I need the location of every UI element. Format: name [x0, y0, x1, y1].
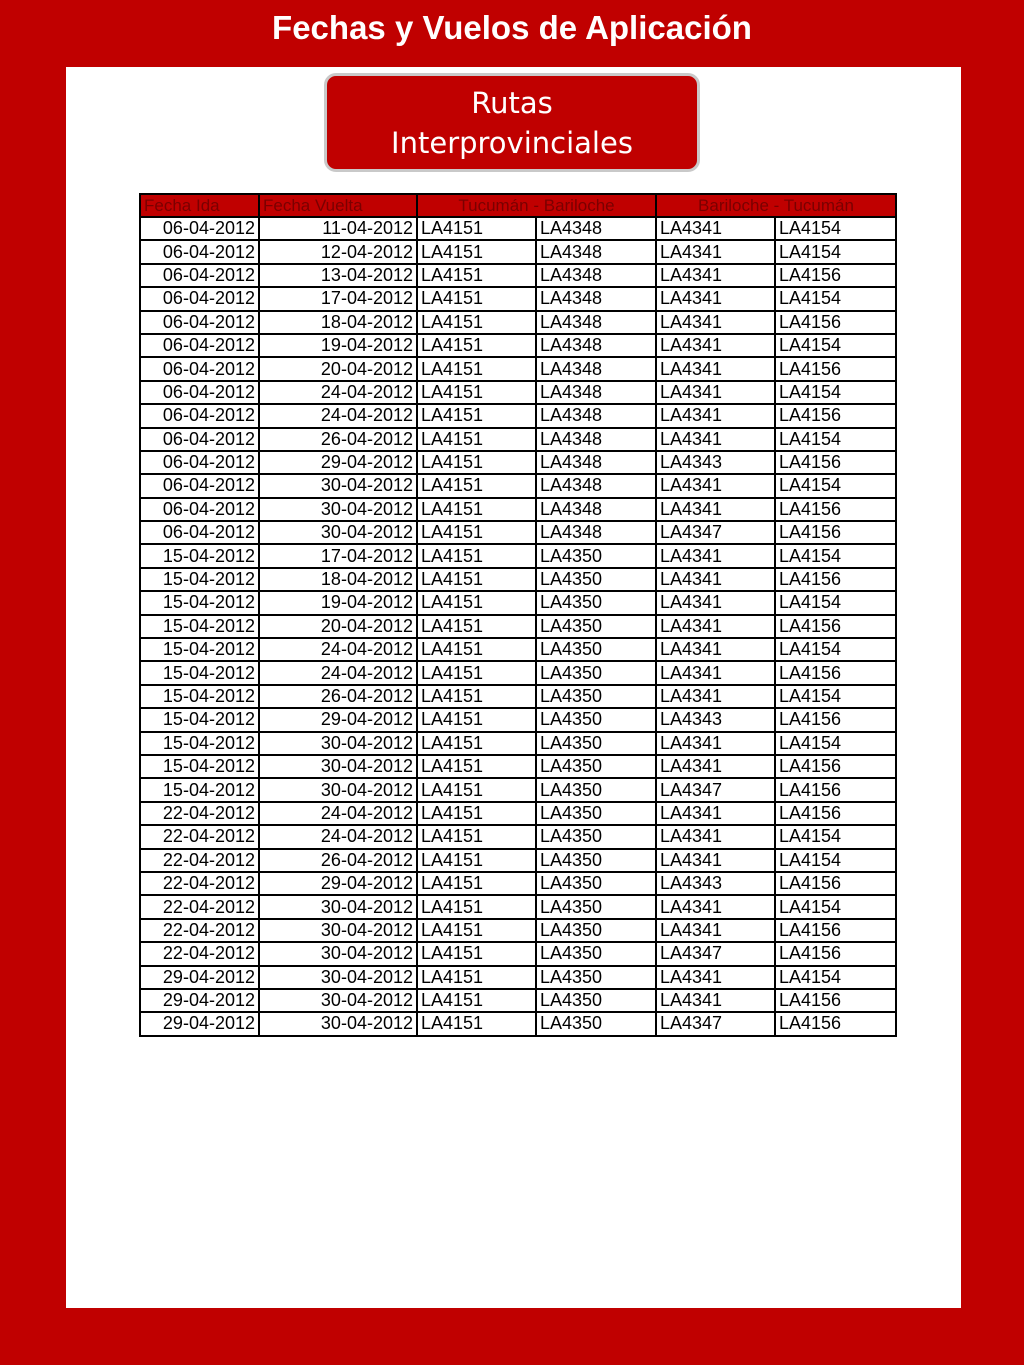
return-flight-1-cell: LA4341 — [656, 568, 775, 591]
outbound-flight-1-cell: LA4151 — [417, 732, 536, 755]
table-row — [140, 240, 896, 263]
fecha-ida-cell: 06-04-2012 — [140, 311, 259, 334]
outbound-flight-1-cell: LA4151 — [417, 755, 536, 778]
return-flight-1-cell: LA4341 — [656, 989, 775, 1012]
return-flight-2-cell: LA4156 — [775, 661, 896, 684]
outbound-flight-2-cell: LA4350 — [536, 685, 656, 708]
outbound-flight-2-cell: LA4350 — [536, 895, 656, 918]
outbound-flight-1-cell: LA4151 — [417, 989, 536, 1012]
return-flight-1-cell: LA4341 — [656, 755, 775, 778]
return-flight-2-cell: LA4156 — [775, 708, 896, 731]
outbound-flight-2-cell: LA4348 — [536, 521, 656, 544]
outbound-flight-2-cell: LA4348 — [536, 240, 656, 263]
outbound-flight-2-cell: LA4350 — [536, 966, 656, 989]
table-row — [140, 311, 896, 334]
fecha-ida-cell: 22-04-2012 — [140, 872, 259, 895]
outbound-flight-2-cell: LA4348 — [536, 474, 656, 497]
outbound-flight-1-cell: LA4151 — [417, 240, 536, 263]
fecha-ida-cell: 06-04-2012 — [140, 428, 259, 451]
fecha-ida-cell: 15-04-2012 — [140, 591, 259, 614]
fecha-ida-cell: 15-04-2012 — [140, 708, 259, 731]
fecha-vuelta-cell: 17-04-2012 — [259, 287, 417, 310]
outbound-flight-2-cell: LA4348 — [536, 264, 656, 287]
outbound-flight-1-cell: LA4151 — [417, 334, 536, 357]
return-flight-1-cell: LA4343 — [656, 872, 775, 895]
outbound-flight-1-cell: LA4151 — [417, 287, 536, 310]
return-flight-1-cell: LA4341 — [656, 802, 775, 825]
table-row — [140, 1012, 896, 1035]
table-row — [140, 638, 896, 661]
table-row — [140, 966, 896, 989]
outbound-flight-1-cell: LA4151 — [417, 498, 536, 521]
return-flight-2-cell: LA4154 — [775, 544, 896, 567]
outbound-flight-1-cell: LA4151 — [417, 615, 536, 638]
outbound-flight-2-cell: LA4348 — [536, 217, 656, 240]
outbound-flight-1-cell: LA4151 — [417, 311, 536, 334]
fecha-vuelta-cell: 30-04-2012 — [259, 919, 417, 942]
return-flight-1-cell: LA4341 — [656, 895, 775, 918]
fecha-ida-cell: 06-04-2012 — [140, 334, 259, 357]
return-flight-2-cell: LA4154 — [775, 240, 896, 263]
return-flight-1-cell: LA4341 — [656, 685, 775, 708]
outbound-flight-1-cell: LA4151 — [417, 591, 536, 614]
table-row — [140, 895, 896, 918]
outbound-flight-1-cell: LA4151 — [417, 544, 536, 567]
table-row — [140, 451, 896, 474]
fecha-ida-cell: 22-04-2012 — [140, 849, 259, 872]
table-row — [140, 802, 896, 825]
outbound-flight-1-cell: LA4151 — [417, 264, 536, 287]
fecha-ida-cell: 06-04-2012 — [140, 287, 259, 310]
outbound-flight-1-cell: LA4151 — [417, 872, 536, 895]
table-body — [140, 217, 896, 1036]
fecha-vuelta-cell: 26-04-2012 — [259, 685, 417, 708]
return-flight-2-cell: LA4154 — [775, 732, 896, 755]
outbound-flight-2-cell: LA4350 — [536, 755, 656, 778]
outbound-flight-2-cell: LA4350 — [536, 989, 656, 1012]
col-header-bariloche-tucuman: Bariloche - Tucumán — [656, 194, 896, 217]
outbound-flight-1-cell: LA4151 — [417, 521, 536, 544]
table-row — [140, 708, 896, 731]
outbound-flight-2-cell: LA4348 — [536, 428, 656, 451]
return-flight-2-cell: LA4156 — [775, 755, 896, 778]
fecha-vuelta-cell: 24-04-2012 — [259, 381, 417, 404]
outbound-flight-2-cell: LA4350 — [536, 919, 656, 942]
outbound-flight-2-cell: LA4348 — [536, 404, 656, 427]
outbound-flight-2-cell: LA4350 — [536, 544, 656, 567]
fecha-ida-cell: 22-04-2012 — [140, 942, 259, 965]
outbound-flight-1-cell: LA4151 — [417, 802, 536, 825]
return-flight-2-cell: LA4156 — [775, 451, 896, 474]
return-flight-2-cell: LA4156 — [775, 872, 896, 895]
return-flight-2-cell: LA4154 — [775, 474, 896, 497]
return-flight-2-cell: LA4156 — [775, 521, 896, 544]
return-flight-2-cell: LA4156 — [775, 404, 896, 427]
return-flight-2-cell: LA4156 — [775, 989, 896, 1012]
outbound-flight-1-cell: LA4151 — [417, 778, 536, 801]
table-row — [140, 217, 896, 240]
return-flight-2-cell: LA4154 — [775, 685, 896, 708]
table-row — [140, 825, 896, 848]
fecha-vuelta-cell: 13-04-2012 — [259, 264, 417, 287]
return-flight-2-cell: LA4156 — [775, 264, 896, 287]
fecha-vuelta-cell: 11-04-2012 — [259, 217, 417, 240]
outbound-flight-2-cell: LA4350 — [536, 872, 656, 895]
outbound-flight-2-cell: LA4350 — [536, 778, 656, 801]
fecha-vuelta-cell: 29-04-2012 — [259, 708, 417, 731]
outbound-flight-2-cell: LA4348 — [536, 498, 656, 521]
fecha-vuelta-cell: 24-04-2012 — [259, 638, 417, 661]
return-flight-1-cell: LA4341 — [656, 334, 775, 357]
table-row — [140, 661, 896, 684]
fecha-ida-cell: 22-04-2012 — [140, 919, 259, 942]
fecha-vuelta-cell: 12-04-2012 — [259, 240, 417, 263]
return-flight-2-cell: LA4154 — [775, 966, 896, 989]
table-row — [140, 381, 896, 404]
return-flight-2-cell: LA4154 — [775, 428, 896, 451]
return-flight-2-cell: LA4156 — [775, 942, 896, 965]
fecha-vuelta-cell: 24-04-2012 — [259, 661, 417, 684]
page-title: Fechas y Vuelos de Aplicación — [272, 9, 752, 46]
fecha-vuelta-cell: 30-04-2012 — [259, 521, 417, 544]
table-row — [140, 568, 896, 591]
return-flight-1-cell: LA4343 — [656, 451, 775, 474]
outbound-flight-1-cell: LA4151 — [417, 942, 536, 965]
return-flight-1-cell: LA4341 — [656, 966, 775, 989]
fecha-ida-cell: 06-04-2012 — [140, 357, 259, 380]
return-flight-2-cell: LA4156 — [775, 568, 896, 591]
table-row — [140, 334, 896, 357]
table-row — [140, 591, 896, 614]
flight-schedule-table — [139, 193, 897, 1037]
return-flight-1-cell: LA4341 — [656, 591, 775, 614]
fecha-vuelta-cell: 24-04-2012 — [259, 404, 417, 427]
return-flight-2-cell: LA4156 — [775, 778, 896, 801]
fecha-ida-cell: 22-04-2012 — [140, 825, 259, 848]
fecha-vuelta-cell: 24-04-2012 — [259, 825, 417, 848]
outbound-flight-2-cell: LA4350 — [536, 708, 656, 731]
return-flight-2-cell: LA4156 — [775, 311, 896, 334]
fecha-vuelta-cell: 30-04-2012 — [259, 1012, 417, 1035]
fecha-ida-cell: 15-04-2012 — [140, 638, 259, 661]
fecha-ida-cell: 29-04-2012 — [140, 989, 259, 1012]
fecha-vuelta-cell: 29-04-2012 — [259, 872, 417, 895]
return-flight-1-cell: LA4341 — [656, 428, 775, 451]
table-row — [140, 521, 896, 544]
fecha-ida-cell: 15-04-2012 — [140, 685, 259, 708]
outbound-flight-1-cell: LA4151 — [417, 685, 536, 708]
table-row — [140, 732, 896, 755]
table-row — [140, 685, 896, 708]
return-flight-1-cell: LA4347 — [656, 521, 775, 544]
table-row — [140, 849, 896, 872]
outbound-flight-2-cell: LA4350 — [536, 591, 656, 614]
return-flight-1-cell: LA4343 — [656, 708, 775, 731]
fecha-vuelta-cell: 24-04-2012 — [259, 802, 417, 825]
fecha-ida-cell: 06-04-2012 — [140, 474, 259, 497]
outbound-flight-1-cell: LA4151 — [417, 1012, 536, 1035]
fecha-vuelta-cell: 17-04-2012 — [259, 544, 417, 567]
outbound-flight-1-cell: LA4151 — [417, 568, 536, 591]
return-flight-1-cell: LA4347 — [656, 778, 775, 801]
col-header-tucuman-bariloche: Tucumán - Bariloche — [417, 194, 656, 217]
table-row — [140, 404, 896, 427]
route-heading-line1: Rutas — [471, 85, 553, 120]
outbound-flight-2-cell: LA4350 — [536, 802, 656, 825]
return-flight-1-cell: LA4341 — [656, 404, 775, 427]
fecha-ida-cell: 29-04-2012 — [140, 1012, 259, 1035]
outbound-flight-1-cell: LA4151 — [417, 474, 536, 497]
return-flight-1-cell: LA4341 — [656, 381, 775, 404]
return-flight-2-cell: LA4156 — [775, 1012, 896, 1035]
fecha-ida-cell: 15-04-2012 — [140, 615, 259, 638]
return-flight-1-cell: LA4341 — [656, 264, 775, 287]
fecha-vuelta-cell: 19-04-2012 — [259, 591, 417, 614]
table-row — [140, 498, 896, 521]
return-flight-1-cell: LA4341 — [656, 732, 775, 755]
fecha-ida-cell: 15-04-2012 — [140, 544, 259, 567]
outbound-flight-1-cell: LA4151 — [417, 919, 536, 942]
fecha-vuelta-cell: 26-04-2012 — [259, 849, 417, 872]
outbound-flight-2-cell: LA4348 — [536, 311, 656, 334]
fecha-ida-cell: 06-04-2012 — [140, 264, 259, 287]
table-row — [140, 287, 896, 310]
fecha-vuelta-cell: 30-04-2012 — [259, 895, 417, 918]
return-flight-1-cell: LA4341 — [656, 544, 775, 567]
return-flight-1-cell: LA4341 — [656, 311, 775, 334]
return-flight-2-cell: LA4154 — [775, 638, 896, 661]
return-flight-2-cell: LA4154 — [775, 591, 896, 614]
fecha-ida-cell: 06-04-2012 — [140, 404, 259, 427]
outbound-flight-2-cell: LA4350 — [536, 825, 656, 848]
outbound-flight-1-cell: LA4151 — [417, 966, 536, 989]
return-flight-1-cell: LA4341 — [656, 357, 775, 380]
fecha-ida-cell: 06-04-2012 — [140, 498, 259, 521]
fecha-vuelta-cell: 30-04-2012 — [259, 966, 417, 989]
fecha-ida-cell: 15-04-2012 — [140, 778, 259, 801]
return-flight-1-cell: LA4341 — [656, 474, 775, 497]
outbound-flight-2-cell: LA4350 — [536, 942, 656, 965]
table-row — [140, 615, 896, 638]
outbound-flight-1-cell: LA4151 — [417, 357, 536, 380]
table-row — [140, 778, 896, 801]
outbound-flight-2-cell: LA4350 — [536, 568, 656, 591]
outbound-flight-1-cell: LA4151 — [417, 638, 536, 661]
return-flight-2-cell: LA4154 — [775, 849, 896, 872]
table-row — [140, 755, 896, 778]
table-row — [140, 942, 896, 965]
table-row — [140, 919, 896, 942]
return-flight-2-cell: LA4154 — [775, 287, 896, 310]
table-header-row — [140, 194, 896, 217]
return-flight-1-cell: LA4347 — [656, 942, 775, 965]
return-flight-2-cell: LA4156 — [775, 498, 896, 521]
fecha-ida-cell: 15-04-2012 — [140, 568, 259, 591]
outbound-flight-1-cell: LA4151 — [417, 849, 536, 872]
fecha-vuelta-cell: 30-04-2012 — [259, 989, 417, 1012]
fecha-vuelta-cell: 29-04-2012 — [259, 451, 417, 474]
col-header-fecha-ida: Fecha Ida — [140, 194, 259, 217]
outbound-flight-2-cell: LA4348 — [536, 451, 656, 474]
outbound-flight-2-cell: LA4348 — [536, 381, 656, 404]
return-flight-2-cell: LA4154 — [775, 381, 896, 404]
fecha-vuelta-cell: 20-04-2012 — [259, 615, 417, 638]
fecha-vuelta-cell: 30-04-2012 — [259, 942, 417, 965]
return-flight-1-cell: LA4341 — [656, 217, 775, 240]
return-flight-1-cell: LA4341 — [656, 287, 775, 310]
return-flight-1-cell: LA4341 — [656, 240, 775, 263]
outbound-flight-2-cell: LA4350 — [536, 1012, 656, 1035]
fecha-ida-cell: 06-04-2012 — [140, 521, 259, 544]
fecha-ida-cell: 06-04-2012 — [140, 240, 259, 263]
table-row — [140, 989, 896, 1012]
return-flight-1-cell: LA4341 — [656, 661, 775, 684]
return-flight-1-cell: LA4341 — [656, 498, 775, 521]
fecha-vuelta-cell: 18-04-2012 — [259, 311, 417, 334]
outbound-flight-2-cell: LA4350 — [536, 615, 656, 638]
return-flight-1-cell: LA4341 — [656, 919, 775, 942]
fecha-ida-cell: 06-04-2012 — [140, 381, 259, 404]
table-row — [140, 474, 896, 497]
outbound-flight-2-cell: LA4350 — [536, 661, 656, 684]
outbound-flight-1-cell: LA4151 — [417, 895, 536, 918]
fecha-vuelta-cell: 18-04-2012 — [259, 568, 417, 591]
col-header-fecha-vuelta: Fecha Vuelta — [259, 194, 417, 217]
return-flight-2-cell: LA4156 — [775, 615, 896, 638]
fecha-ida-cell: 22-04-2012 — [140, 802, 259, 825]
return-flight-2-cell: LA4154 — [775, 895, 896, 918]
outbound-flight-1-cell: LA4151 — [417, 825, 536, 848]
return-flight-2-cell: LA4156 — [775, 802, 896, 825]
route-heading-line2: Interprovinciales — [391, 125, 633, 160]
return-flight-1-cell: LA4341 — [656, 615, 775, 638]
fecha-ida-cell: 15-04-2012 — [140, 732, 259, 755]
outbound-flight-1-cell: LA4151 — [417, 428, 536, 451]
return-flight-2-cell: LA4154 — [775, 217, 896, 240]
return-flight-2-cell: LA4154 — [775, 825, 896, 848]
fecha-vuelta-cell: 26-04-2012 — [259, 428, 417, 451]
return-flight-2-cell: LA4156 — [775, 357, 896, 380]
outbound-flight-2-cell: LA4350 — [536, 849, 656, 872]
outbound-flight-1-cell: LA4151 — [417, 451, 536, 474]
outbound-flight-1-cell: LA4151 — [417, 404, 536, 427]
outbound-flight-2-cell: LA4348 — [536, 357, 656, 380]
table-row — [140, 357, 896, 380]
outbound-flight-1-cell: LA4151 — [417, 661, 536, 684]
fecha-vuelta-cell: 19-04-2012 — [259, 334, 417, 357]
fecha-ida-cell: 22-04-2012 — [140, 895, 259, 918]
table-row — [140, 544, 896, 567]
return-flight-1-cell: LA4341 — [656, 849, 775, 872]
table-row — [140, 872, 896, 895]
return-flight-1-cell: LA4341 — [656, 638, 775, 661]
outbound-flight-1-cell: LA4151 — [417, 708, 536, 731]
fecha-ida-cell: 15-04-2012 — [140, 661, 259, 684]
fecha-vuelta-cell: 20-04-2012 — [259, 357, 417, 380]
fecha-vuelta-cell: 30-04-2012 — [259, 732, 417, 755]
return-flight-1-cell: LA4341 — [656, 825, 775, 848]
return-flight-2-cell: LA4156 — [775, 919, 896, 942]
fecha-vuelta-cell: 30-04-2012 — [259, 778, 417, 801]
outbound-flight-1-cell: LA4151 — [417, 381, 536, 404]
fecha-vuelta-cell: 30-04-2012 — [259, 474, 417, 497]
outbound-flight-2-cell: LA4348 — [536, 334, 656, 357]
fecha-vuelta-cell: 30-04-2012 — [259, 498, 417, 521]
fecha-ida-cell: 29-04-2012 — [140, 966, 259, 989]
outbound-flight-2-cell: LA4348 — [536, 287, 656, 310]
table-row — [140, 264, 896, 287]
outbound-flight-2-cell: LA4350 — [536, 732, 656, 755]
return-flight-2-cell: LA4154 — [775, 334, 896, 357]
fecha-ida-cell: 15-04-2012 — [140, 755, 259, 778]
fecha-ida-cell: 06-04-2012 — [140, 217, 259, 240]
table-row — [140, 428, 896, 451]
fecha-vuelta-cell: 30-04-2012 — [259, 755, 417, 778]
fecha-ida-cell: 06-04-2012 — [140, 451, 259, 474]
route-heading-box — [324, 73, 700, 172]
outbound-flight-2-cell: LA4350 — [536, 638, 656, 661]
outbound-flight-1-cell: LA4151 — [417, 217, 536, 240]
return-flight-1-cell: LA4347 — [656, 1012, 775, 1035]
